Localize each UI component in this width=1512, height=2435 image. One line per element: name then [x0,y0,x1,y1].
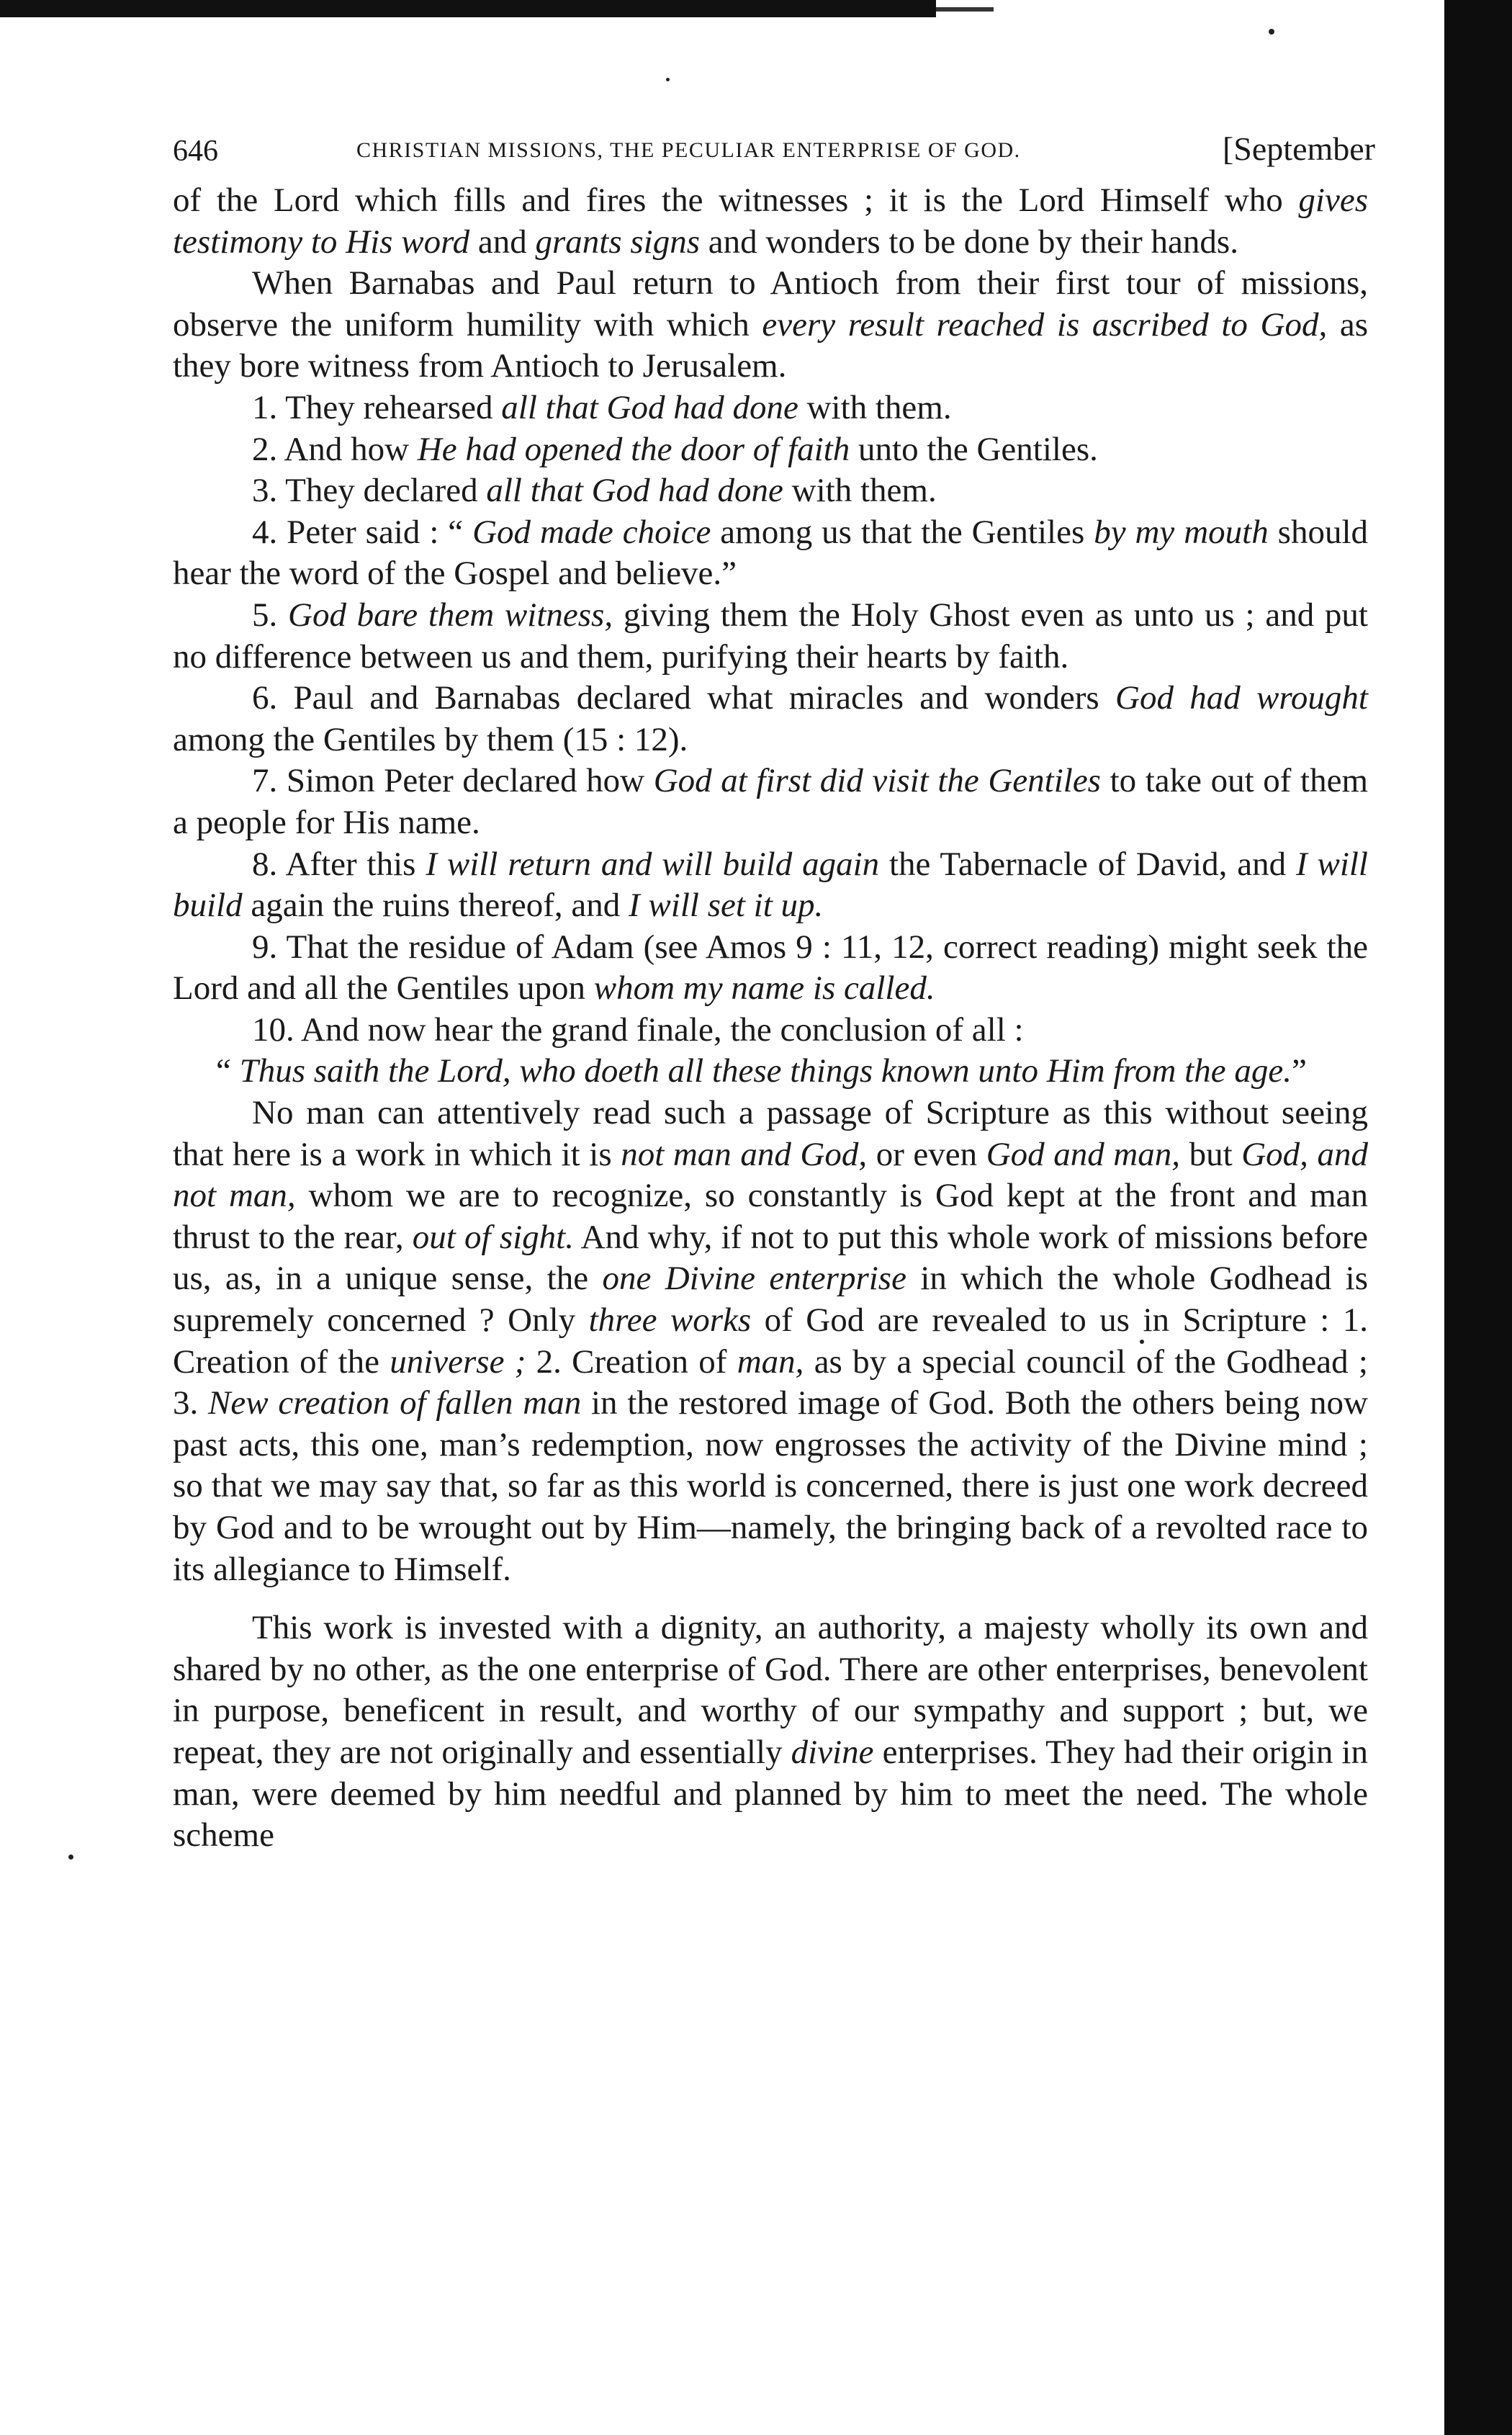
paragraph [173,1051,1368,1093]
paragraph [173,387,1368,429]
italic-text-run: divine [791,1733,874,1771]
text-run: should hear the word of the Gospel and believe.” [173,513,1368,593]
paragraph [173,927,1368,1010]
paragraph [173,263,1368,387]
text-run: And why, if not to put this whole work of missions before us, as, in a unique sense, the [173,1218,1368,1298]
paragraph [173,761,1368,843]
text-run: or even [867,1135,986,1173]
text-run: of God are revealed to us in Scripture : 1. Creation of the [173,1301,1368,1381]
book-page [173,130,1375,1857]
italic-text-run: whom my name is called. [593,969,935,1008]
text-run: again the ruins thereof, and [242,887,629,925]
running-month: [September [1222,130,1375,167]
text-run: “ [216,1052,240,1090]
italic-text-run: I will build [173,845,1368,925]
text-run: enterprises. They had their origin in man, were deemed by him needful and planned by him to meet the need. The whole scheme [173,1733,1368,1855]
italic-text-run: God bare them witness, [288,596,613,634]
text-run: 6. Paul and Barnabas declared what miracles and wonders [252,679,1115,717]
italic-text-run: not man and God, [621,1135,868,1173]
scan-speck [666,78,670,81]
text-run: among the Gentiles by them (15 : 12). [173,720,688,758]
italic-text-run: one Divine enterprise [602,1260,906,1298]
italic-text-run: every result reached is ascribed to God, [762,305,1328,344]
text-run: with them. [783,472,937,510]
text-run: 5. [252,596,288,634]
italic-text-run: gives testimony to His word [173,181,1368,261]
paragraph [173,429,1368,471]
paragraph [173,844,1368,927]
text-run: 10. And now hear the grand finale, the conclusion of all : [252,1010,1024,1049]
text-run: of the Lord which fills and fires the witnesses ; it is the Lord Himself who [173,181,1299,219]
text-run: 8. After this [252,845,426,883]
italic-text-run: God made choice [472,513,711,551]
text-run: 4. Peter said : “ [252,513,473,551]
italic-text-run: grants signs [535,223,701,261]
text-run: 2. Creation of [526,1342,737,1381]
body-text [173,180,1368,1857]
italic-text-run: I will return and will build again [426,845,880,883]
text-run: in the restored image of God. Both the others being now past acts, this one, man’s redemption, now engrosses the activity of the Divine mind ; so that we may say that, so far as this world is concerned, there is just one work decreed by God and to be wrought out by Him—namely, the bringing back of a revolted race to its allegiance to Himself. [173,1384,1368,1588]
italic-text-run: God had wrought [1115,679,1368,717]
italic-text-run: universe ; [390,1342,526,1381]
text-run: ” [1291,1052,1307,1090]
text-run: the Tabernacle of David, and [879,845,1296,883]
text-run: 9. That the residue of Adam (see Amos 9 : 11, 12, correct reading) might seek the Lord and all the Gentiles upon [173,928,1368,1008]
italic-text-run: all that God had done [501,388,798,426]
text-run: This work is invested with a dignity, an authority, a majesty wholly its own and shared by no other, as the one enterprise of God. There are other enterprises, benevolent in purpose, beneficent in result, and worthy of our sympathy and support ; but, we repeat, they are not originally and essentially [173,1609,1368,1771]
running-head [173,130,1375,180]
italic-text-run: man, [737,1342,804,1381]
italic-text-run: all that God had done [486,472,783,510]
paragraph [173,595,1368,678]
running-title: CHRISTIAN MISSIONS, THE PECULIAR ENTERPRISE OF GOD. [356,138,1021,162]
italic-text-run: three works [588,1301,752,1340]
italic-text-run: by my mouth [1094,513,1269,551]
text-run: No man can attentively read such a passage of Scripture as this without seeing that here is a work in which it is [173,1094,1368,1173]
italic-text-run: I will set it up. [629,887,824,925]
text-run: 1. They rehearsed [252,388,502,426]
paragraph [173,1010,1368,1051]
italic-text-run: He had opened the door of faith [417,430,850,468]
scan-speck [68,1855,73,1860]
text-run: and [469,223,536,261]
text-run: to take out of them a people for His name. [173,762,1369,841]
italic-text-run: Thus saith the Lord, who doeth all these things known unto Him from the age. [239,1052,1292,1090]
text-run: in which the whole Godhead is supremely concerned ? Only [173,1260,1368,1340]
page-number: 646 [173,135,218,168]
text-run: as they bore witness from Antioch to Jerusalem. [173,305,1368,385]
italic-text-run: New creation of fallen man [208,1384,582,1422]
italic-text-run: out of sight. [412,1218,574,1256]
paragraph [173,470,1368,512]
scan-top-edge-tail [936,7,994,12]
paragraph [173,1607,1368,1857]
text-run: with them. [798,388,952,426]
text-run: giving them the Holy Ghost even as unto us ; and put no difference between us and them, purifying their hearts by faith. [173,596,1368,676]
text-run: as by a special council of the Godhead ; 3. [173,1342,1368,1422]
text-run: 2. And how [252,430,418,468]
paragraph [173,180,1368,263]
text-run: 7. Simon Peter declared how [252,762,654,800]
paragraph [173,678,1368,761]
italic-text-run: God and man, [986,1135,1180,1173]
paragraph [173,1093,1368,1590]
text-run: 3. They declared [252,472,487,510]
paragraph [173,512,1368,595]
scan-speck [1269,29,1274,35]
scan-right-edge [1444,0,1512,2435]
text-run: When Barnabas and Paul return to Antioch from their first tour of missions, observe the uniform humility with which [173,264,1368,344]
scan-top-edge [0,0,936,17]
text-run: and wonders to be done by their hands. [700,223,1238,261]
text-run: among us that the Gentiles [711,513,1094,551]
text-run: unto the Gentiles. [850,430,1098,468]
text-run: but [1180,1135,1242,1173]
text-run: whom we are to recognize, so constantly is God kept at the front and man thrust to the rear, [173,1177,1368,1256]
italic-text-run: God, and not man, [173,1135,1368,1215]
italic-text-run: God at first did visit the Gentiles [653,762,1101,800]
